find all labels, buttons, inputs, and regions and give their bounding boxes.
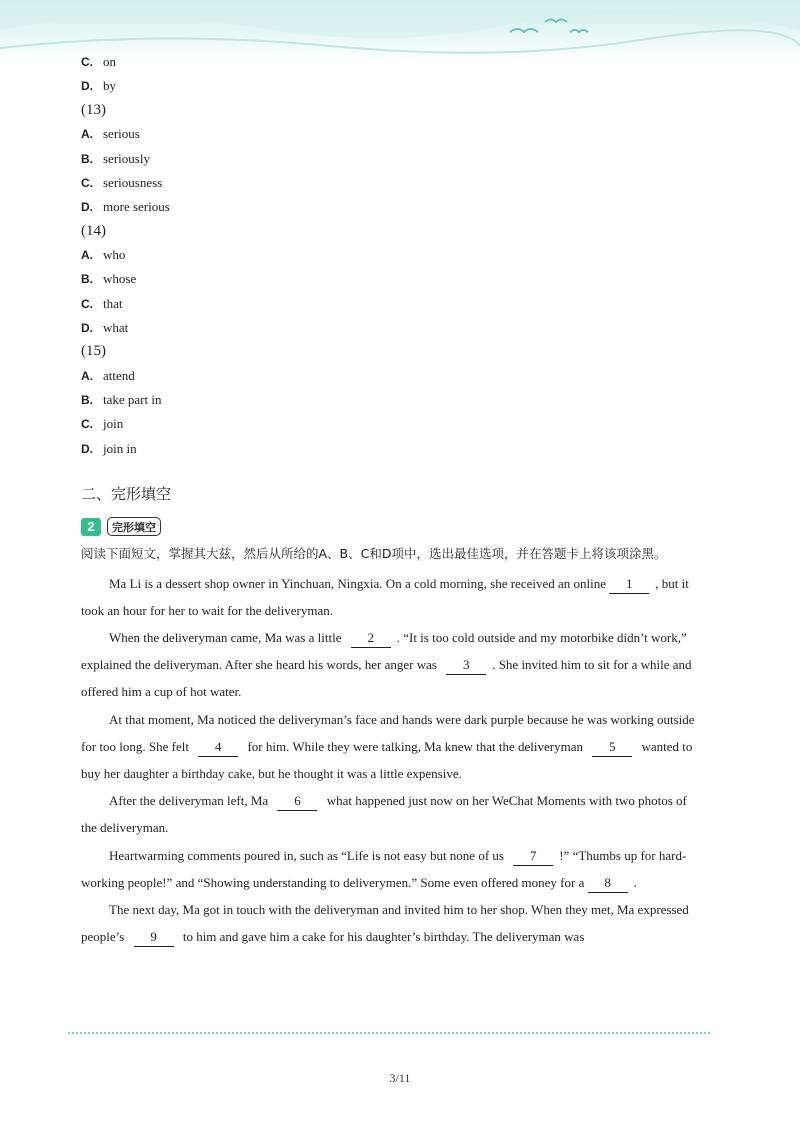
option-text: by [103,78,116,94]
option-row[interactable] [81,267,701,291]
option-letter: D. [81,320,93,335]
cloze-passage [81,570,701,951]
option-letter: B. [81,393,93,408]
passage-text: !” “Thumbs up for hard-working people!” and “Showing understanding to deliverymen.” Some even offered money for a [81,847,687,890]
option-letter: C. [81,417,93,432]
page-number: 3/11 [389,1071,411,1085]
option-text: whose [103,271,137,287]
option-letter: D. [81,79,93,94]
page-content [81,50,701,950]
answer-blank[interactable]: 6 [277,792,317,811]
option-row[interactable] [81,364,701,388]
section-title: 二、完形填空 [81,485,172,504]
paragraph [81,787,701,841]
question-number: (13) [81,101,106,118]
option-letter: B. [81,151,93,166]
option-row[interactable] [81,436,701,460]
passage-text: to him and gave him a cake for his daughter’s birthday. The deliveryman was [179,929,585,945]
option-letter: A. [81,248,93,263]
passage-text: , but it took an hour for her to wait for the deliveryman. [81,575,689,618]
question-14 [81,219,701,340]
passage-text: The next day, Ma got in touch with the deliveryman and invited him to her shop. When they met, Ma expressed people’s [81,902,689,945]
question-number: (14) [81,222,106,239]
answer-blank[interactable]: 7 [513,847,553,866]
option-row[interactable] [81,74,701,98]
question-tag [81,515,701,539]
option-row[interactable] [81,243,701,267]
paragraph [81,896,701,950]
answer-blank[interactable]: 2 [351,629,391,648]
answer-blank[interactable]: 4 [198,738,238,757]
option-text: who [103,247,126,263]
option-letter: A. [81,127,93,142]
passage-text: for him. While they were talking, Ma knew that the deliveryman [244,738,587,754]
bird-icon [545,20,567,23]
option-row[interactable] [81,388,701,412]
question-type-badge: 完形填空 [107,517,161,536]
option-text: serious [103,126,140,142]
option-text: take part in [103,392,162,408]
passage-text: what happened just now on her WeChat Moments with two photos of the deliveryman. [81,793,687,836]
option-row[interactable] [81,171,701,195]
paragraph [81,624,701,706]
option-text: more serious [103,199,170,215]
paragraph [81,842,701,896]
option-letter: C. [81,55,93,70]
passage-text: . She invited him to sit for a while and offered him a cup of hot water. [81,657,692,700]
option-text: what [103,319,129,335]
option-text: attend [103,367,135,383]
passage-text: At that moment, Ma noticed the deliveryman’s face and hands were dark purple because he was working outside for too long. She felt [81,711,695,754]
option-letter: C. [81,296,93,311]
passage-text: Heartwarming comments poured in, such as “Life is not easy but none of us [109,847,508,863]
option-letter: D. [81,200,93,215]
option-text: join in [103,440,137,456]
answer-blank[interactable]: 3 [446,656,486,675]
option-text: seriousness [103,174,163,190]
answer-blank[interactable]: 8 [588,874,628,893]
option-row[interactable] [81,195,701,219]
option-row[interactable] [81,50,701,74]
footer-divider [68,1032,710,1034]
option-text: join [103,416,124,432]
answer-blank[interactable]: 5 [592,738,632,757]
option-letter: C. [81,175,93,190]
bird-icon [570,30,588,32]
passage-text: When the deliveryman came, Ma was a little [109,630,345,646]
option-row[interactable] [81,147,701,171]
option-letter: D. [81,441,93,456]
option-text: seriously [103,150,150,166]
option-text: on [103,54,116,70]
question-number: (15) [81,343,106,360]
passage-text: After the deliveryman left, Ma [109,793,272,809]
question-15 [81,340,701,461]
question-13 [81,98,701,219]
option-row[interactable] [81,292,701,316]
bird-icon [510,29,538,32]
option-row[interactable] [81,122,701,146]
option-text: that [103,295,123,311]
paragraph [81,570,701,624]
instructions: 阅读下面短文，掌握其大兹，然后从所给的A、B、C和D项中，选出最佳选项，并在答题卡上将该项涂黑。 [81,545,667,561]
passage-text: . [633,874,637,890]
option-letter: B. [81,272,93,287]
passage-text: . “It is too cold outside and my motorbike didn’t work,” explained the deliveryman. After she heard his words, her anger was [81,630,687,673]
question-number-badge: 2 [81,518,101,536]
answer-blank[interactable]: 9 [134,928,174,947]
answer-blank[interactable]: 1 [609,575,649,594]
option-row[interactable] [81,412,701,436]
passage-text: wanted to buy her daughter a birthday cake, but he thought it was a little expensive. [81,738,693,782]
passage-text: Ma Li is a dessert shop owner in Yinchuan, Ningxia. On a cold morning, she received an online [109,575,610,591]
option-row[interactable] [81,316,701,340]
option-letter: A. [81,368,93,383]
paragraph [81,706,701,788]
